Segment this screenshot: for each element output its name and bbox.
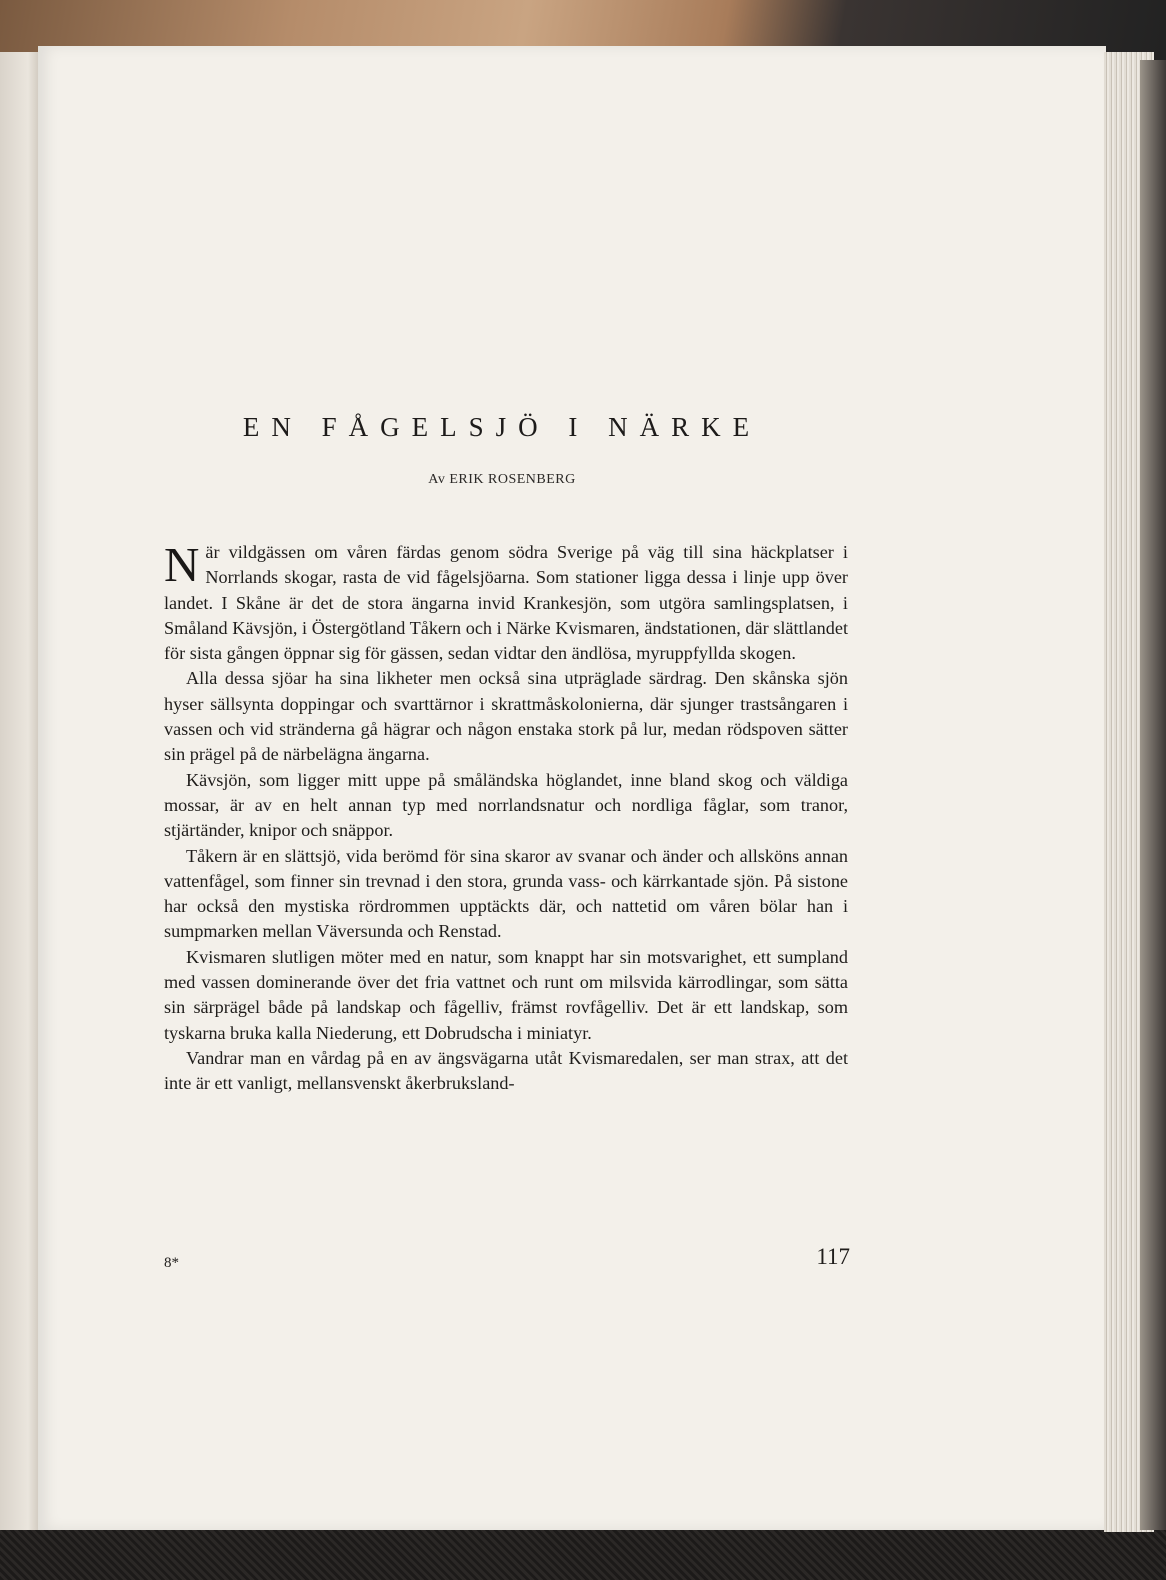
paragraph-4: Tåkern är en slättsjö, vida berömd för sina skaror av svanar och änder och allsköns annan vattenfågel, som finner sin trevnad i den stora, grunda vass- och kärrkantade sjön. På sistone har också den mystiska rördrommen upptäckts där, och nattetid om våren bölar han i sumpmarken mellan Väversunda och Renstad.	[164, 845, 848, 942]
article-byline: Av ERIK ROSENBERG	[428, 472, 576, 487]
article-title: EN FÅGELSJÖ I NÄRKE	[242, 412, 762, 442]
paragraph-1	[164, 537, 848, 666]
article-body	[164, 537, 848, 1097]
paragraph-6: Vandrar man en vårdag på en av ängsvägarna utåt Kvismaredalen, ser man strax, att det inte är ett vanligt, mellansvenskt åkerbruksland-	[164, 1047, 848, 1094]
left-page-edge	[0, 52, 40, 1530]
paragraph-2: Alla dessa sjöar ha sina likheter men också sina utpräglade särdrag. Den skånska sjön hyser sällsynta doppingar och svarttärnor i skrattmåskolonierna, där sjunger trastsångaren i vassen och vid stränderna gå hägrar och någon enstaka stork på lur, medan rödspoven sätter sin prägel på de närbelägna ängarna.	[164, 668, 848, 765]
drop-cap: N	[164, 537, 200, 592]
page-number: 117	[816, 1244, 850, 1269]
rug-background	[0, 1530, 1166, 1580]
book-spine-shadow	[1140, 60, 1166, 1530]
paragraph-5: Kvismaren slutligen möter med en natur, som knappt har sin motsvarighet, ett sumpland med vassen dominerande över det fria vattnet och runt om milsvida kärrodlingar, som sätta sin särprägel både på landskap och fågelliv, främst rovfågelliv. Det är ett landskap, som tyskarna bruka kalla Niederung, ett Dobrudscha i miniatyr.	[164, 946, 848, 1043]
signature-mark: 8*	[164, 1255, 179, 1271]
paragraph-3: Kävsjön, som ligger mitt uppe på småländska höglandet, inne bland skog och väldiga mossar, är av en helt annan typ med norrlandsnatur och nordliga fåglar, som tranor, stjärtänder, knipor och snäppor.	[164, 769, 848, 841]
paragraph-1-text: är vildgässen om våren färdas genom södra Sverige på väg till sina häckplatser i Norrlands skogar, rasta de vid fågelsjöarna. Som stationer ligga dessa i linje upp över landet. I Skåne är det de stora ängarna invid Krankesjön, som utgöra samlingsplatsen, i Småland Kävsjön, i Östergötland Tåkern och i Närke Kvismaren, ändstationen, där slättlandet för sista gången öppnar sig för gässen, sedan vidtar den ändlösa, myruppfyllda skogen.	[164, 542, 848, 664]
